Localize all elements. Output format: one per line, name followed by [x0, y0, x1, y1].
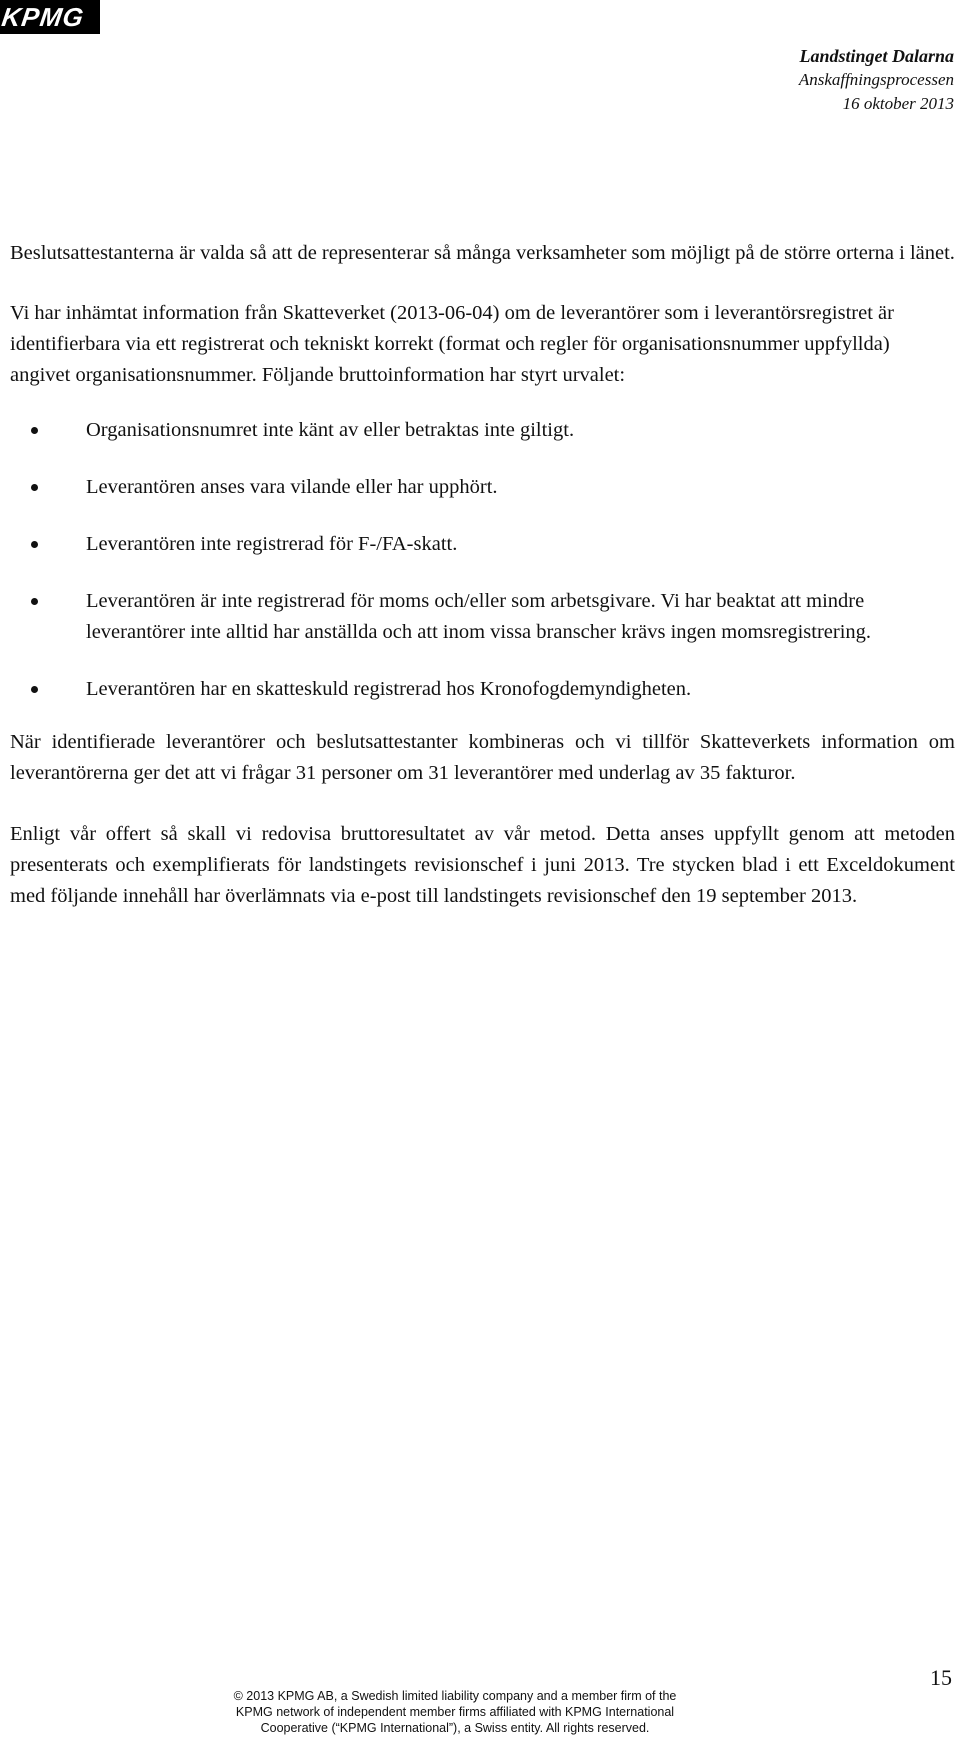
copyright-footer [225, 1688, 685, 1736]
body-paragraph: Enligt vår offert så skall vi redovisa bruttoresultatet av vår metod. Detta anses uppfyllt genom att metoden presenterats och exemplifierats för landstingets revisionschef i juni 2013. Tre stycken blad i ett Exceldokument med följande innehåll har överlämnats via e-post till landstingets revisionschef den 19 september 2013. [10, 823, 955, 907]
footer-line: KPMG network of independent member firms affiliated with KPMG International [235, 1705, 675, 1719]
bullet-icon [31, 598, 38, 605]
footer-line: Cooperative (“KPMG International”), a Swiss entity. All rights reserved. [260, 1721, 650, 1735]
header-organization: Landstinget Dalarna [799, 46, 954, 66]
footer-line: © 2013 KPMG AB, a Swedish limited liability company and a member firm of the [233, 1689, 677, 1703]
list-item: Leverantören är inte registrerad för moms och/eller som arbetsgivare. Vi har beaktat att mindre leverantörer inte alltid har anställda och att inom vissa branscher krävs ingen momsregistrering. [10, 586, 955, 648]
document-header [799, 44, 954, 116]
body-paragraph: Vi har inhämtat information från Skatteverket (2013-06-04) om de leverantörer som i leverantörsregistret är identifierbara via ett registrerat och tekniskt korrekt (format och regler för organisationsnummer uppfyllda) angivet organisationsnummer. Följande bruttoinformation har styrt urvalet: [10, 302, 894, 386]
list-item: Organisationsnumret inte känt av eller betraktas inte giltigt. [10, 415, 955, 446]
header-date: 16 oktober 2013 [842, 94, 954, 113]
bullet-icon [31, 541, 38, 548]
list-item: Leverantören inte registrerad för F-/FA-skatt. [10, 529, 955, 560]
bullet-icon [31, 484, 38, 491]
body-paragraph: Beslutsattestanterna är valda så att de representerar så många verksamheter som möjligt på de större orterna i länet. [10, 242, 955, 264]
list-item: Leverantören anses vara vilande eller har upphört. [10, 472, 955, 503]
list-item: Leverantören har en skatteskuld registrerad hos Kronofogdemyndigheten. [10, 674, 955, 705]
bullet-icon [31, 686, 38, 693]
bullet-icon [31, 427, 38, 434]
kpmg-logo: KPMG [0, 0, 100, 34]
page-number: 15 [930, 1665, 952, 1690]
document-body [10, 238, 955, 912]
header-report-title: Anskaffningsprocessen [798, 70, 954, 89]
criteria-list [10, 415, 955, 705]
body-paragraph: När identifierade leverantörer och beslutsattestanter kombineras och vi tillför Skatteverkets information om leverantörerna ger det att vi frågar 31 personer om 31 leverantörer med underlag av 35 fakturor. [10, 731, 955, 784]
